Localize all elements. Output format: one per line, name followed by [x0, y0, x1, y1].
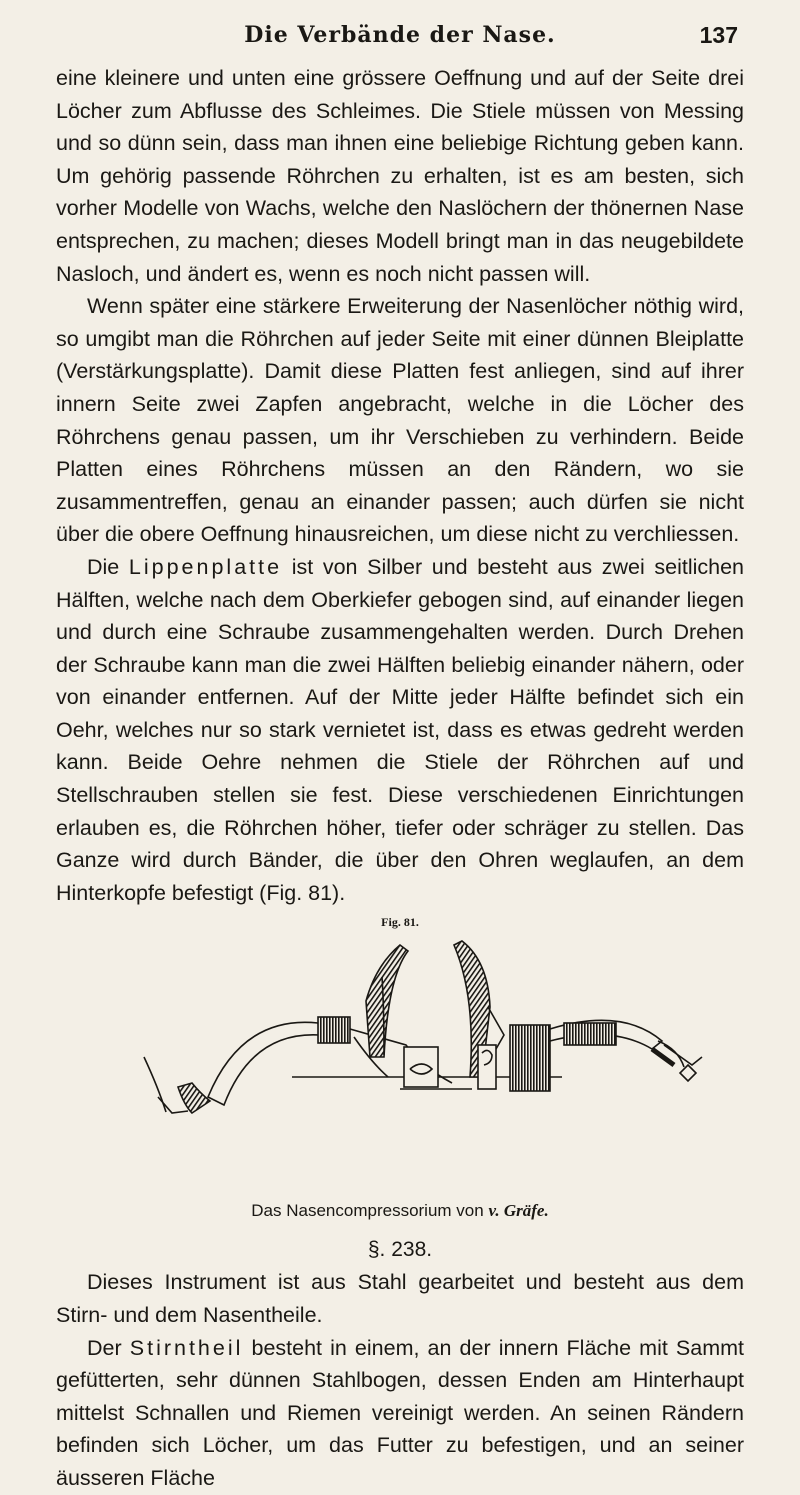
figure-caption — [56, 1201, 744, 1221]
page-number: 137 — [699, 22, 738, 48]
paragraph-lead: Die — [87, 554, 120, 579]
paragraph: eine kleinere und unten eine grössere Oeffnung und auf der Seite drei Löcher zum Abflusse des Schleimes. Die Stiele müssen von Messing und so dünn sein, dass man ihnen eine beliebige Richtung geben kann. Um gehörig passende Röhrchen zu erhalten, ist es am besten, sich vorher Modelle von Wachs, welche den Naslöchern der thönernen Nase entsprechen, zu machen; dieses Modell bringt man in das neugebildete Nasloch, und ändert es, wenn es noch nicht passen will. — [56, 66, 744, 286]
paragraph-lead: Der — [87, 1335, 122, 1360]
running-head-title: Die Verbände der Nase. — [244, 22, 556, 48]
body-text-continued — [56, 1266, 744, 1494]
term-stirntheil: Stirntheil — [129, 1335, 244, 1360]
caption-author: v. Gräfe. — [488, 1201, 549, 1221]
paragraph-rest: besteht in einem, an der innern Fläche mit Sammt gefütterten, sehr dünnen Stahlbogen, dessen Enden am Hinterhaupt mittelst Schnallen und Riemen vereinigt werden. An seinen Rändern befinden sich Löcher, um das Futter zu befestigen, und an seiner äusseren Fläche — [56, 1335, 744, 1490]
figure-81 — [56, 909, 744, 1234]
nasencompressorium-illustration — [92, 937, 712, 1192]
paragraph: Wenn später eine stärkere Erweiterung der Nasenlöcher nöthig wird, so umgibt man die Röhrchen auf jeder Seite mit einer dünnen Bleiplatte (Verstärkungsplatte). Damit diese Platten fest anliegen, sind auf ihrer innern Seite zwei Zapfen angebracht, welche in die Löcher des Röhrchens genau passen, um ihr Verschieben zu verhindern. Beide Platten eines Röhrchens müssen an den Rändern, wo sie zusammentreffen, genau an einander passen; auch dürfen sie nicht über die obere Oeffnung hinausreichen, um diese nicht zu verchliessen. — [56, 294, 744, 547]
paragraph-rest: ist von Silber und besteht aus zwei seitlichen Hälften, welche nach dem Oberkiefer gebogen sind, auf einander liegen und durch eine Schraube zusammengehalten werden. Durch Drehen der Schraube kann man die zwei Hälften beliebig einander nähern, oder von einander entfernen. Auf der Mitte jeder Hälfte befindet sich ein Oehr, welches nur so stark vernietet ist, dass es etwas gedreht werden kann. Beide Oehre nehmen die Stiele der Röhrchen auf und Stellschrauben stellen sie fest. Diese verschiedenen Einrichtungen erlauben es, die Röhrchen höher, tiefer oder schräger zu stellen. Das Ganze wird durch Bänder, die über den Ohren weglaufen, an dem Hinterkopfe befestigt (Fig. 81). — [56, 554, 744, 905]
running-head — [56, 22, 744, 62]
paragraph: Dieses Instrument ist aus Stahl gearbeitet und besteht aus dem Stirn- und dem Nasentheile. — [56, 1270, 744, 1328]
term-lippenplatte: Lippenplatte — [128, 554, 283, 579]
figure-label: Fig. 81. — [381, 915, 419, 930]
paragraph — [56, 551, 744, 910]
caption-text: Das Nasencompressorium von — [251, 1201, 484, 1221]
paragraph — [56, 1332, 744, 1495]
section-heading: §. 238. — [367, 1238, 433, 1262]
body-text — [56, 62, 744, 909]
